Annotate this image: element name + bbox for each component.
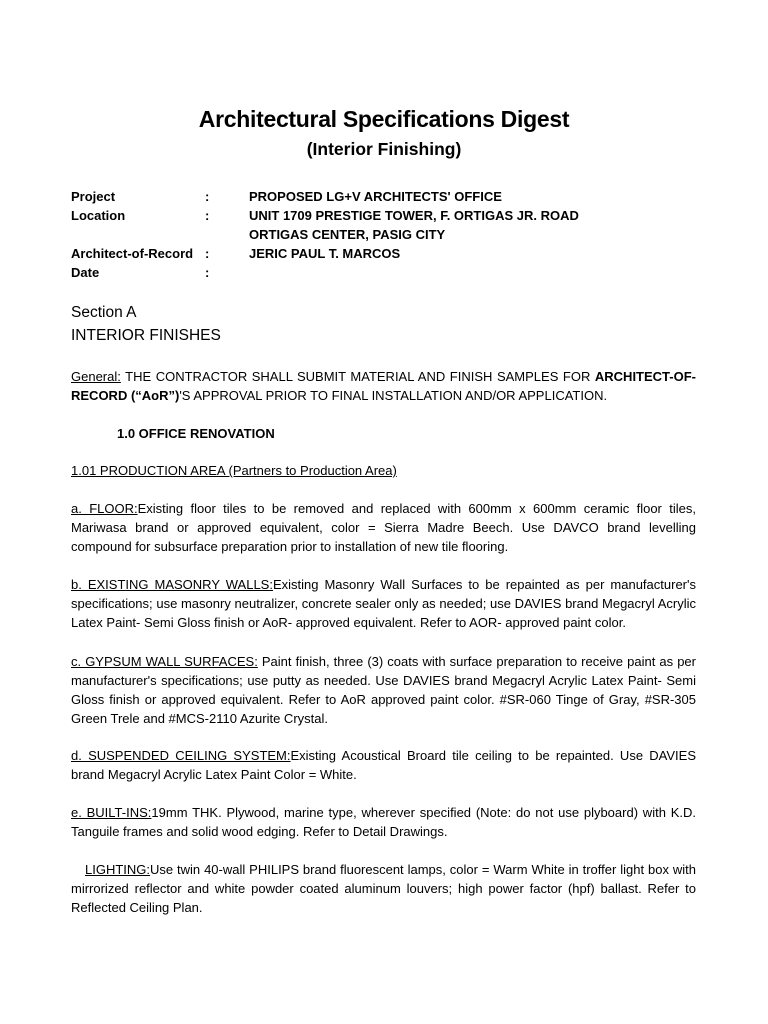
info-colon: : [205, 208, 210, 223]
info-value: ORTIGAS CENTER, PASIG CITY [249, 227, 446, 242]
spec-item-builtins [71, 803, 696, 841]
spec-text: Existing Acoustical Broard tile ceiling to be repainted. Use DAVIES brand Megacryl Acrylic Latex Paint Color = White. [71, 748, 696, 782]
info-colon: : [205, 189, 210, 204]
general-bold-text: ARCHITECT-OF-RECORD (“AoR”) [71, 369, 696, 403]
spec-label: e. BUILT-INS: [71, 805, 152, 820]
spec-item-floor [71, 499, 696, 556]
spec-item-lighting [71, 860, 696, 917]
spec-label: c. GYPSUM WALL SURFACES: [71, 654, 258, 669]
renovation-heading: 1.0 OFFICE RENOVATION [117, 426, 275, 441]
info-colon: : [205, 265, 210, 280]
spec-text: Use twin 40-wall PHILIPS brand fluorescent lamps, color = Warm White in troffer light box with mirrorized reflector and white powder coated aluminum louvers; high power factor (hpf) ballast. Refer to Reflected Ceiling Plan. [71, 862, 696, 915]
section-title: INTERIOR FINISHES [71, 327, 221, 344]
info-value: PROPOSED LG+V ARCHITECTS' OFFICE [249, 189, 502, 204]
spec-text: Existing Masonry Wall Surfaces to be repainted as per manufacturer's specifications; use masonry neutralizer, concrete sealer only as needed; use DAVIES brand Megacryl Acrylic Latex Paint- Semi Gloss finish or AoR- approved equivalent. Refer to AOR- approved paint color. [71, 577, 696, 630]
general-label: General: [71, 369, 121, 384]
spec-item-ceiling [71, 746, 696, 784]
general-text-end: 'S APPROVAL PRIOR TO FINAL INSTALLATION AND/OR APPLICATION. [179, 388, 608, 403]
general-text: THE CONTRACTOR SHALL SUBMIT MATERIAL AND FINISH SAMPLES FOR [120, 369, 595, 384]
info-label: Project [71, 189, 116, 204]
document-subtitle: (Interior Finishing) [306, 139, 462, 159]
section-heading [71, 301, 221, 347]
info-value: UNIT 1709 PRESTIGE TOWER, F. ORTIGAS JR. ROAD [249, 208, 579, 223]
spec-item-masonry [71, 575, 696, 632]
spec-label: d. SUSPENDED CEILING SYSTEM: [71, 748, 291, 763]
spec-text: Existing floor tiles to be removed and replaced with 600mm x 600mm ceramic floor tiles, Mariwasa brand or approved equivalent, color = Sierra Madre Beech. Use DAVCO brand levelling compound for subsurface preparation prior to installation of new tile flooring. [71, 501, 696, 554]
section-name: Section A [71, 304, 137, 321]
spec-text: 19mm THK. Plywood, marine type, wherever specified (Note: do not use plyboard) with K.D. Tanguile frames and solid wood edging. Refer to Detail Drawings. [71, 805, 696, 839]
info-colon: : [205, 246, 210, 261]
info-label: Date [71, 265, 100, 280]
document-title: Architectural Specifications Digest [198, 106, 570, 132]
info-label: Location [71, 208, 126, 223]
spec-label: b. EXISTING MASONRY WALLS: [71, 577, 273, 592]
spec-label: LIGHTING: [85, 862, 151, 877]
spec-text: Paint finish, three (3) coats with surface preparation to receive paint as per manufacturer's specifications; use putty as needed. Use DAVIES brand Megacryl Acrylic Latex Paint- Semi Gloss finish or approved equivalent. Refer to AoR approved paint color. #SR-060 Tinge of Gray, #SR-305 Green Trele and #MCS-2110 Azurite Crystal. [71, 654, 696, 726]
spec-label: a. FLOOR: [71, 501, 138, 516]
info-label: Architect-of-Record [71, 246, 194, 261]
spec-item-gypsum [71, 652, 696, 728]
general-note [71, 367, 696, 405]
info-value: JERIC PAUL T. MARCOS [249, 246, 401, 261]
production-area-heading: 1.01 PRODUCTION AREA (Partners to Production Area) [71, 463, 397, 478]
